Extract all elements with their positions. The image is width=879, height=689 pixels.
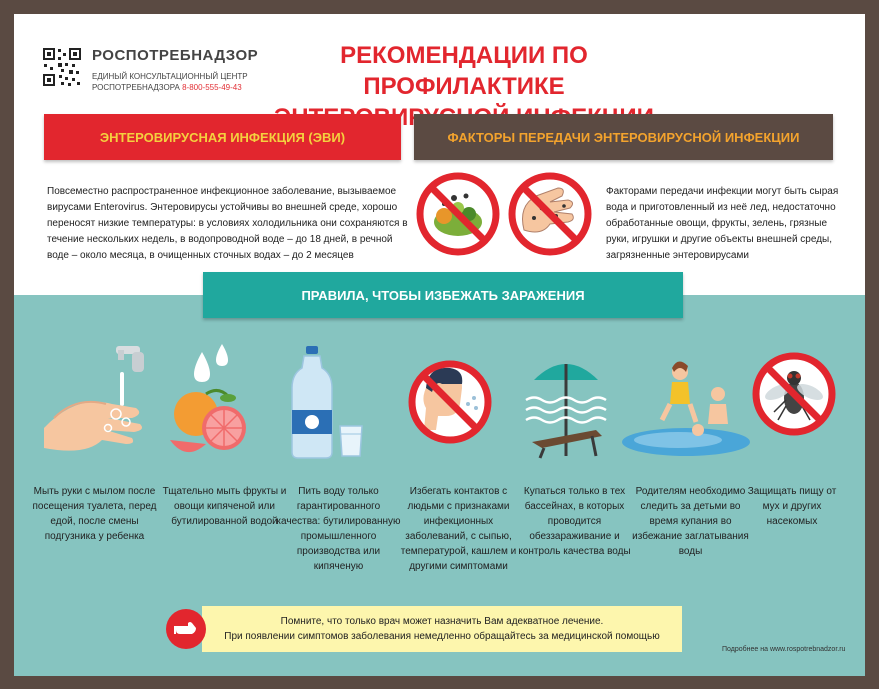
doctor-notice: Помните, что только врач может назначить Вам адекватное лечение. При появлении симптомов заболевания немедленно обращайтесь за медицинской помощью	[202, 606, 682, 652]
pool-icon	[522, 344, 612, 462]
transmission-header: ФАКТОРЫ ПЕРЕДАЧИ ЭНТЕРОВИРУСНОЙ ИНФЕКЦИИ	[414, 114, 833, 160]
qr-code-icon	[42, 47, 82, 87]
page-title: РЕКОМЕНДАЦИИ ПО ПРОФИЛАКТИКЕ	[340, 42, 588, 100]
rules-header: ПРАВИЛА, ЧТОБЫ ИЗБЕЖАТЬ ЗАРАЖЕНИЯ	[203, 272, 683, 318]
pointing-hand-icon	[166, 609, 206, 649]
rule-safe-pools: Купаться только в тех бассейнах, в которых проводится обеззараживание и контроль качества воды	[518, 486, 631, 557]
no-contact-icon	[402, 344, 498, 462]
no-dirty-hands-icon	[506, 166, 594, 262]
org-subtitle: ЕДИНЫЙ КОНСУЛЬТАЦИОННЫЙ ЦЕНТР	[92, 72, 248, 81]
swimming-children-icon	[618, 344, 754, 462]
fruit-icon	[166, 344, 256, 462]
rule-wash-fruit: Тщательно мыть фрукты и овощи кипяченой или бутилированной водой	[162, 486, 287, 527]
no-dirty-vegetables-icon	[414, 166, 502, 262]
enterovirus-description: Повсеместно распространенное инфекционное заболевание, вызываемое вирусами Enterovirus. Энтеровирусы устойчивы во внешней среде, хорошо переносят низкие температуры: в условиях холодильника они сохраняются в течение нескольких недель, в водопроводной воде – до 18 дней, в речной воде – около месяца, в очищенных сточных водах – до 2 месяцев	[47, 186, 408, 261]
hotline-phone: 8-800-555-49-43	[182, 83, 242, 92]
no-flies-icon	[748, 344, 840, 462]
rule-watch-children: Родителям необходимо следить за детьми во время купания во избежание заглатывания воды	[632, 486, 749, 557]
rule-safe-water: Пить воду только гарантированного качества: бутилированную промышленного производства или кипяченую	[276, 486, 401, 572]
rule-hand-washing: Мыть руки с мылом после посещения туалета, перед едой, после смены подгузника у ребенка	[32, 486, 157, 542]
water-bottle-icon	[288, 344, 368, 462]
hand-washing-icon	[36, 344, 156, 462]
transmission-description: Факторами передачи инфекции могут быть сырая вода и приготовленный из неё лед, недостаточно обработанные овощи, фрукты, зелень, грязные руки, игрушки и другие объекты внешней среды, загрязненные энтеровирусами	[606, 186, 839, 261]
poster	[14, 14, 865, 676]
website-link[interactable]: Подробнее на www.rospotrebnadzor.ru	[722, 646, 846, 653]
rule-protect-food: Защищать пищу от мух и других насекомых	[747, 486, 837, 527]
org-subtitle-line2: РОСПОТРЕБНАДЗОРА 8-800-555-49-43	[92, 83, 242, 92]
org-name: РОСПОТРЕБНАДЗОР	[92, 47, 259, 64]
enterovirus-header: ЭНТЕРОВИРУСНАЯ ИНФЕКЦИЯ (ЭВИ)	[44, 114, 401, 160]
rule-avoid-contact: Избегать контактов с людьми с признаками инфекционных заболеваний, с сыпью, температурой, кашлем и другими симптомами	[400, 486, 517, 572]
